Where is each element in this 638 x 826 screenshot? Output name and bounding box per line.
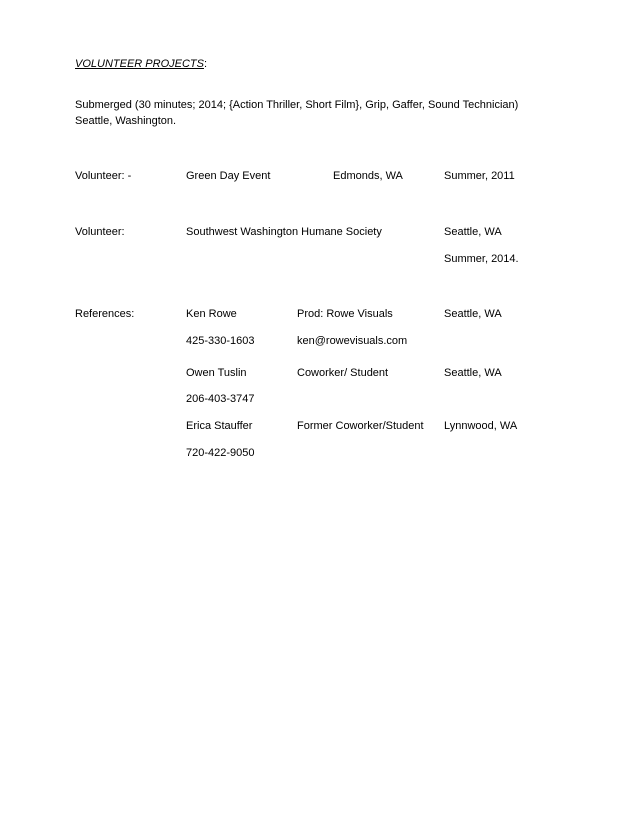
- reference-phone: 720-422-9050: [186, 447, 255, 459]
- volunteer2-label: Volunteer:: [75, 226, 125, 238]
- reference-name: Owen Tuslin: [186, 367, 247, 379]
- volunteer2-date: Summer, 2014.: [444, 253, 519, 265]
- section-heading: [75, 57, 207, 71]
- reference-name: Ken Rowe: [186, 308, 237, 320]
- section-heading-title: VOLUNTEER PROJECTS: [75, 58, 204, 70]
- volunteer1-location: Edmonds, WA: [333, 170, 403, 182]
- reference-location: Lynnwood, WA: [444, 420, 518, 432]
- reference-role: Prod: Rowe Visuals: [297, 308, 393, 320]
- project-entry: Submerged (30 minutes; 2014; {Action Thriller, Short Film}, Grip, Gaffer, Sound Technician) Seattle, Washington.: [75, 99, 519, 127]
- section-heading-colon: :: [203, 58, 208, 70]
- reference-phone: 206-403-3747: [186, 393, 255, 405]
- reference-email: ken@rowevisuals.com: [297, 335, 408, 347]
- volunteer1-date: Summer, 2011: [444, 170, 515, 182]
- reference-location: Seattle, WA: [444, 367, 502, 379]
- references-label: References:: [75, 308, 135, 320]
- volunteer2-location: Seattle, WA: [444, 226, 502, 238]
- reference-role: Coworker/ Student: [297, 367, 389, 379]
- reference-role: Former Coworker/Student: [297, 420, 424, 432]
- reference-location: Seattle, WA: [444, 308, 502, 320]
- reference-phone: 425-330-1603: [186, 335, 255, 347]
- volunteer2-organization: Southwest Washington Humane Society: [186, 226, 382, 238]
- volunteer1-label: Volunteer: -: [75, 170, 132, 182]
- reference-name: Erica Stauffer: [186, 420, 253, 432]
- volunteer1-event: Green Day Event: [186, 170, 271, 182]
